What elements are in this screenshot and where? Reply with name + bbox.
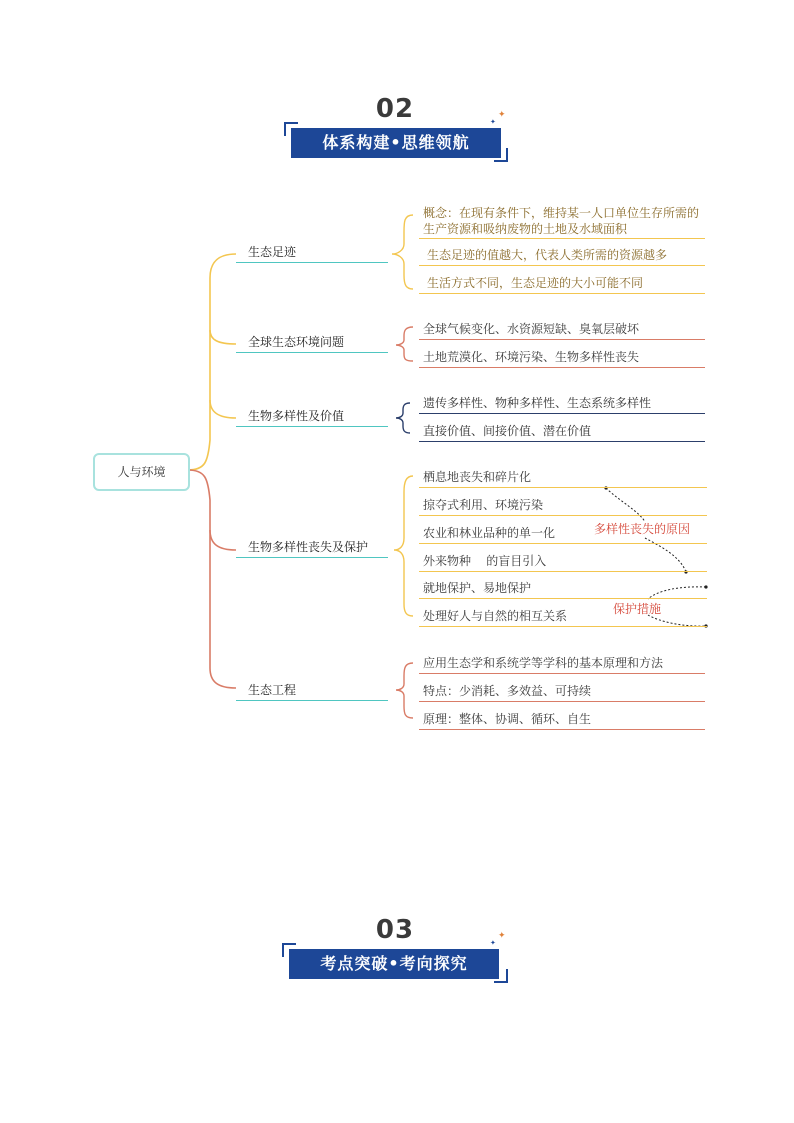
leaf-eng-principles: 原理：整体、协调、循环、自生: [419, 711, 705, 730]
leaf-biodiversity-levels: 遗传多样性、物种多样性、生态系统多样性: [419, 395, 705, 414]
leaf-eng-method: 应用生态学和系统学等学科的基本原理和方法: [419, 655, 705, 674]
sparkle-icon: ✦: [498, 110, 506, 120]
leaf-footprint-value: 生态足迹的值越大，代表人类所需的资源越多: [419, 247, 705, 266]
section-2-number: 02: [375, 94, 415, 124]
leaf-loss-4: 外来物种 的盲目引入: [419, 553, 707, 572]
sparkle-icon: ✦: [498, 931, 506, 941]
branch-eco-engineering: 生态工程: [236, 682, 388, 701]
branch-ecological-footprint: 生态足迹: [236, 244, 388, 263]
section-3-banner: 考点突破•考向探究: [289, 949, 499, 979]
banner-corner-bottom-right: [494, 969, 508, 983]
section-2-banner: 体系构建•思维领航: [291, 128, 501, 158]
leaf-biodiversity-value: 直接价值、间接价值、潜在价值: [419, 423, 705, 442]
sparkle-icon-small: ✦: [490, 118, 496, 126]
leaf-loss-2: 掠夺式利用、环境污染: [419, 497, 707, 516]
leaf-footprint-lifestyle: 生活方式不同，生态足迹的大小可能不同: [419, 275, 705, 294]
branch-biodiversity-loss: 生物多样性丧失及保护: [236, 539, 388, 558]
leaf-loss-3: 农业和林业品种的单一化: [419, 525, 707, 544]
leaf-protect-1: 就地保护、易地保护: [419, 580, 707, 599]
branch-biodiversity-value: 生物多样性及价值: [236, 408, 388, 427]
leaf-loss-1: 栖息地丧失和碎片化: [419, 469, 707, 488]
leaf-global-2: 土地荒漠化、环境污染、生物多样性丧失: [419, 349, 705, 368]
leaf-footprint-concept: 概念：在现有条件下，维持某一人口单位生存所需的生产资源和吸纳废物的土地及水域面积: [419, 205, 705, 239]
note-protection-measures: 保护措施: [613, 602, 662, 616]
note-loss-causes: 多样性丧失的原因: [594, 522, 691, 536]
leaf-protect-2: 处理好人与自然的相互关系: [419, 608, 707, 627]
section-3-number: 03: [375, 915, 415, 945]
sparkle-icon-small: ✦: [490, 939, 496, 947]
branch-global-issues: 全球生态环境问题: [236, 334, 388, 353]
leaf-global-1: 全球气候变化、水资源短缺、臭氧层破坏: [419, 321, 705, 340]
mindmap-root: 人与环境: [93, 453, 190, 491]
leaf-eng-features: 特点：少消耗、多效益、可持续: [419, 683, 705, 702]
